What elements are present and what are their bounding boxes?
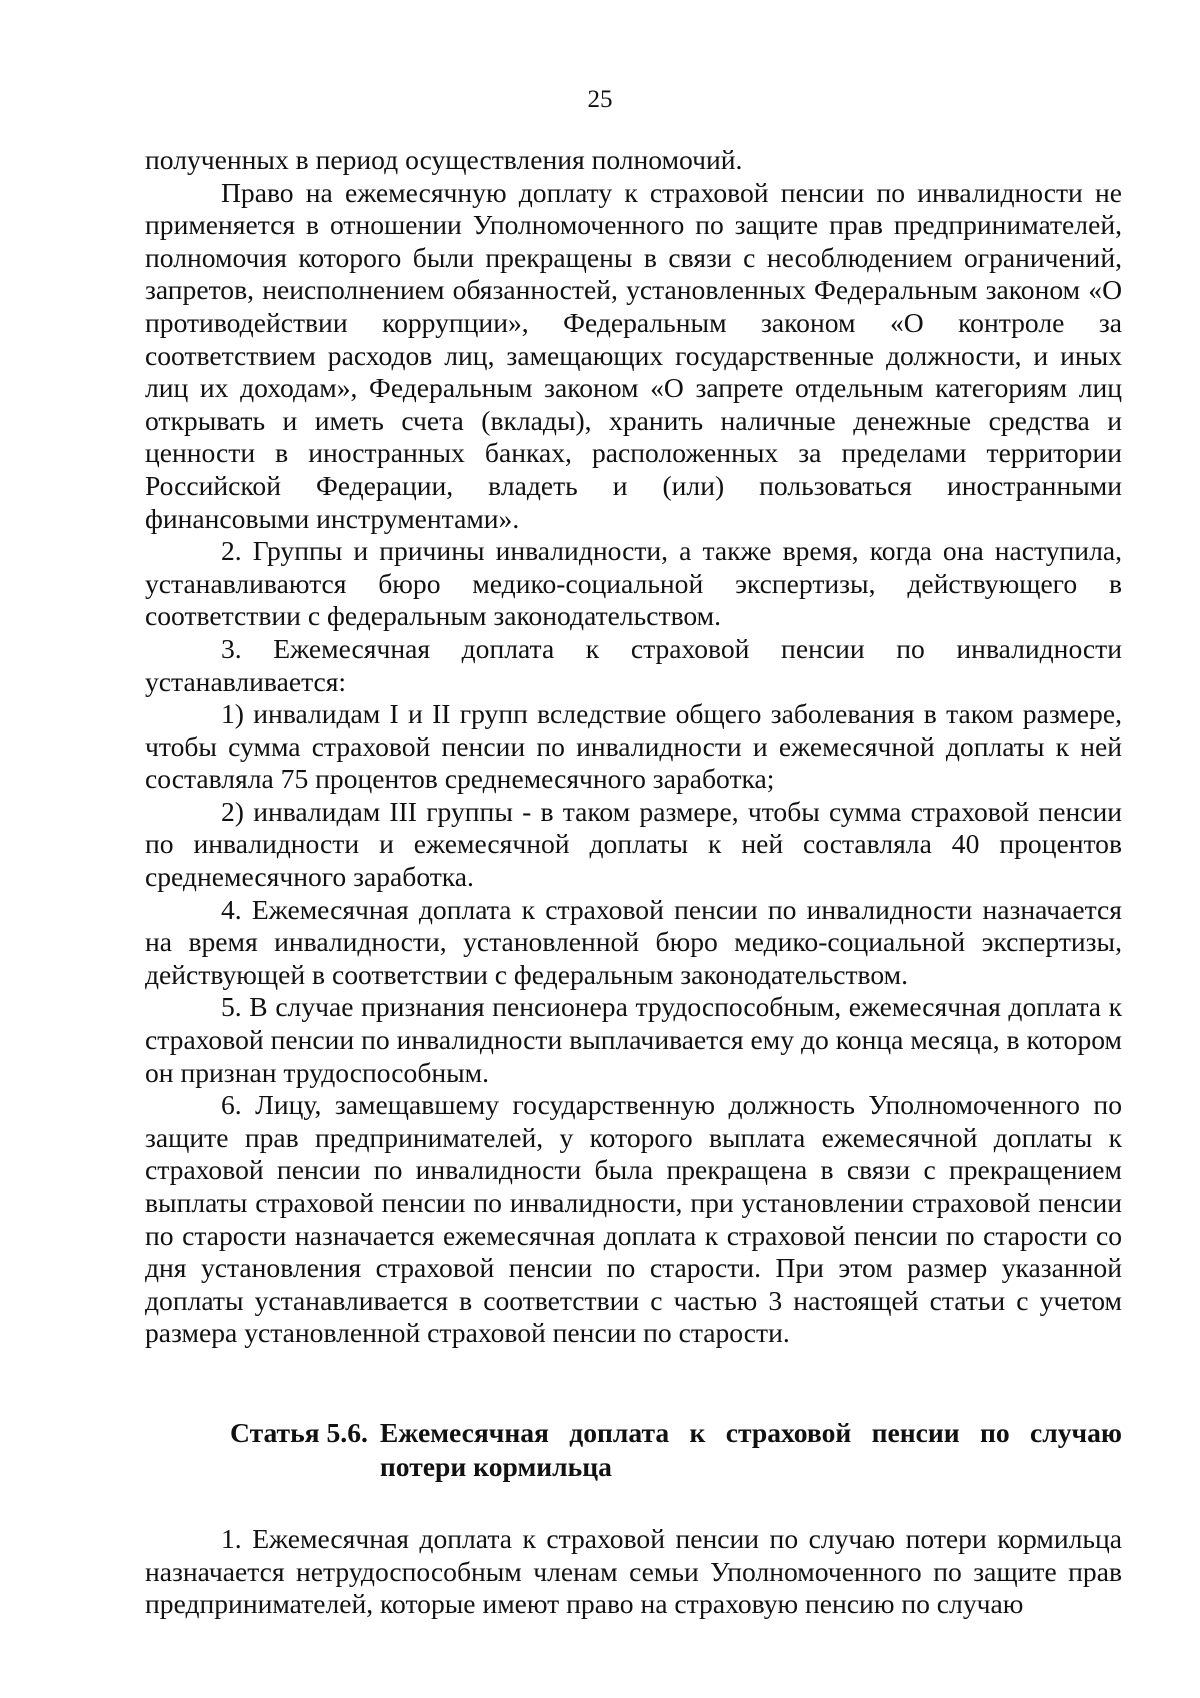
- paragraph: 2. Группы и причины инвалидности, а также время, когда она наступила, устанавливаются бюро медико-социальной экспертизы, действующего в соответствии с федеральным законодательством.: [145, 535, 1122, 632]
- paragraph: 4. Ежемесячная доплата к страховой пенсии по инвалидности назначается на время инвалидности, установленной бюро медико-социальной экспертизы, действующей в соответствии с федеральным законодательством.: [145, 893, 1122, 990]
- article-heading: [230, 1416, 1122, 1484]
- article-body-top: [145, 144, 1122, 1350]
- paragraph: 5. В случае признания пенсионера трудоспособным, ежемесячная доплата к страховой пенсии по инвалидности выплачивается ему до конца месяца, в котором он признан трудоспособным.: [145, 991, 1122, 1088]
- article-title: Ежемесячная доплата к страховой пенсии по случаю потери кормильца: [379, 1417, 1122, 1482]
- paragraph: 2) инвалидам III группы - в таком размере, чтобы сумма страховой пенсии по инвалидности и ежемесячной доплаты к ней составляла 40 процентов среднемесячного заработка.: [145, 795, 1122, 893]
- paragraph: 1. Ежемесячная доплата к страховой пенсии по случаю потери кормильца назначается нетрудоспособным членам семьи Уполномоченного по защите прав предпринимателей, которые имеют право на страховую пенсию по случаю: [145, 1523, 1122, 1620]
- paragraph: Право на ежемесячную доплату к страховой пенсии по инвалидности не применяется в отношении Уполномоченного по защите прав предпринимателей, полномочия которого были прекращены в связи с несоблюдением ограничений, запретов, неисполнением обязанностей, установленных Федеральным законом «О противодействии коррупции», Федеральным законом «О контроле за соответствием расходов лиц, замещающих государственные должности, и иных лиц их доходам», Федеральным законом «О запрете отдельным категориям лиц открывать и иметь счета (вклады), хранить наличные денежные средства и ценности в иностранных банках, расположенных за пределами территории Российской Федерации, владеть и (или) пользоваться иностранными финансовыми инструментами».: [145, 176, 1122, 534]
- paragraph: 6. Лицу, замещавшему государственную должность Уполномоченного по защите прав предпринимателей, у которого выплата ежемесячной доплаты к страховой пенсии по инвалидности была прекращена в связи с прекращением выплаты страховой пенсии по инвалидности, при установлении страховой пенсии по старости назначается ежемесячная доплата к страховой пенсии по старости со дня установления страховой пенсии по старости. При этом размер указанной доплаты устанавливается в соответствии с частью 3 настоящей статьи с учетом размера установленной страховой пенсии по старости.: [145, 1089, 1122, 1349]
- paragraph: 3. Ежемесячная доплата к страховой пенсии по инвалидности устанавливается:: [145, 632, 1122, 697]
- page-number: 25: [587, 86, 613, 113]
- paragraph: 1) инвалидам I и II групп вследствие общего заболевания в таком размере, чтобы сумма страховой пенсии по инвалидности и ежемесячной доплаты к ней составляла 75 процентов среднемесячного заработка;: [145, 698, 1122, 795]
- article-number: Статья 5.6.: [230, 1417, 368, 1448]
- article-body-bottom: [145, 1523, 1122, 1621]
- paragraph: полученных в период осуществления полномочий.: [145, 144, 743, 175]
